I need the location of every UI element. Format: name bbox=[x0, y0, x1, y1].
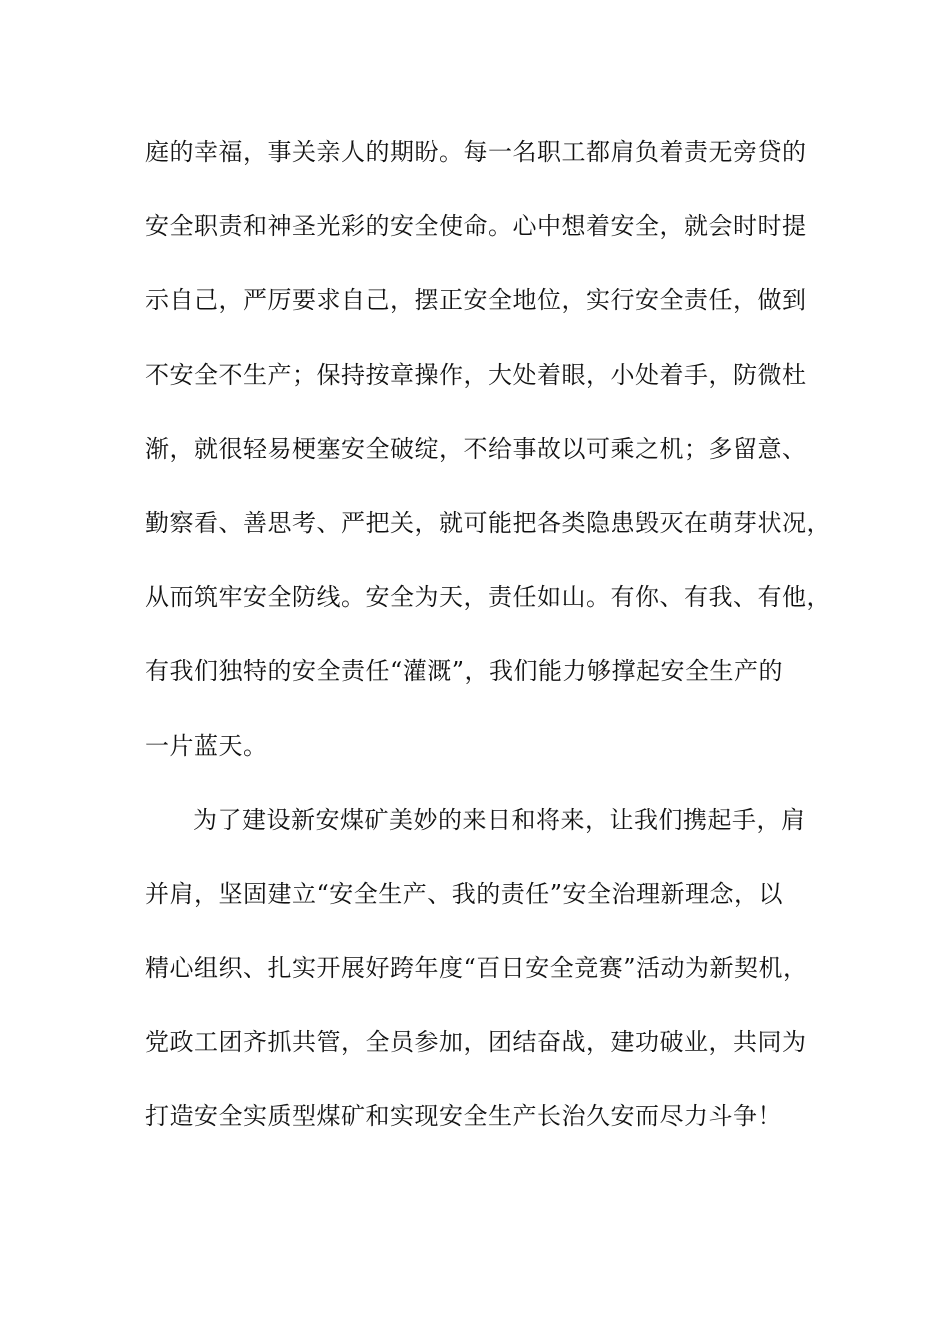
text-line: 一片蓝天。 bbox=[145, 731, 268, 760]
body-text bbox=[145, 128, 835, 1167]
text-line: 示自己，严厉要求自己，摆正安全地位，实行安全责任，做到 bbox=[145, 286, 807, 315]
text-line: 有我们独特的安全责任“灌溉”，我们能力够撑起安全生产的 bbox=[145, 657, 784, 686]
paragraph-start-line: 为了建设新安煤矿美妙的来日和将来，让我们携起手，肩 bbox=[193, 805, 806, 834]
text-line: 庭的幸福，事关亲人的期盼。每一名职工都肩负着责无旁贷的 bbox=[145, 138, 807, 166]
text-line: 渐，就很轻易梗塞安全破绽，不给事故以可乘之机；多留意、 bbox=[145, 434, 807, 463]
text-line: 打造安全实质型煤矿和实现安全生产长治久安而尽力斗争！ bbox=[145, 1102, 782, 1131]
text-line: 党政工团齐抓共管，全员参加，团结奋战，建功破业，共同为 bbox=[145, 1028, 807, 1057]
text-line: 精心组织、扎实开展好跨年度“百日安全竞赛”活动为新契机， bbox=[145, 954, 808, 983]
text-line: 并肩，坚固建立“安全生产、我的责任”安全治理新理念，以 bbox=[145, 879, 784, 908]
text-line: 安全职责和神圣光彩的安全使命。心中想着安全，就会时时提 bbox=[145, 212, 807, 241]
text-line: 从而筑牢安全防线。安全为天，责任如山。有你、有我、有他， bbox=[145, 583, 831, 612]
text-line: 勤察看、善思考、严把关，就可能把各类隐患毁灭在萌芽状况， bbox=[145, 508, 831, 537]
text-line: 不安全不生产；保持按章操作，大处着眼，小处着手，防微杜 bbox=[145, 360, 807, 389]
